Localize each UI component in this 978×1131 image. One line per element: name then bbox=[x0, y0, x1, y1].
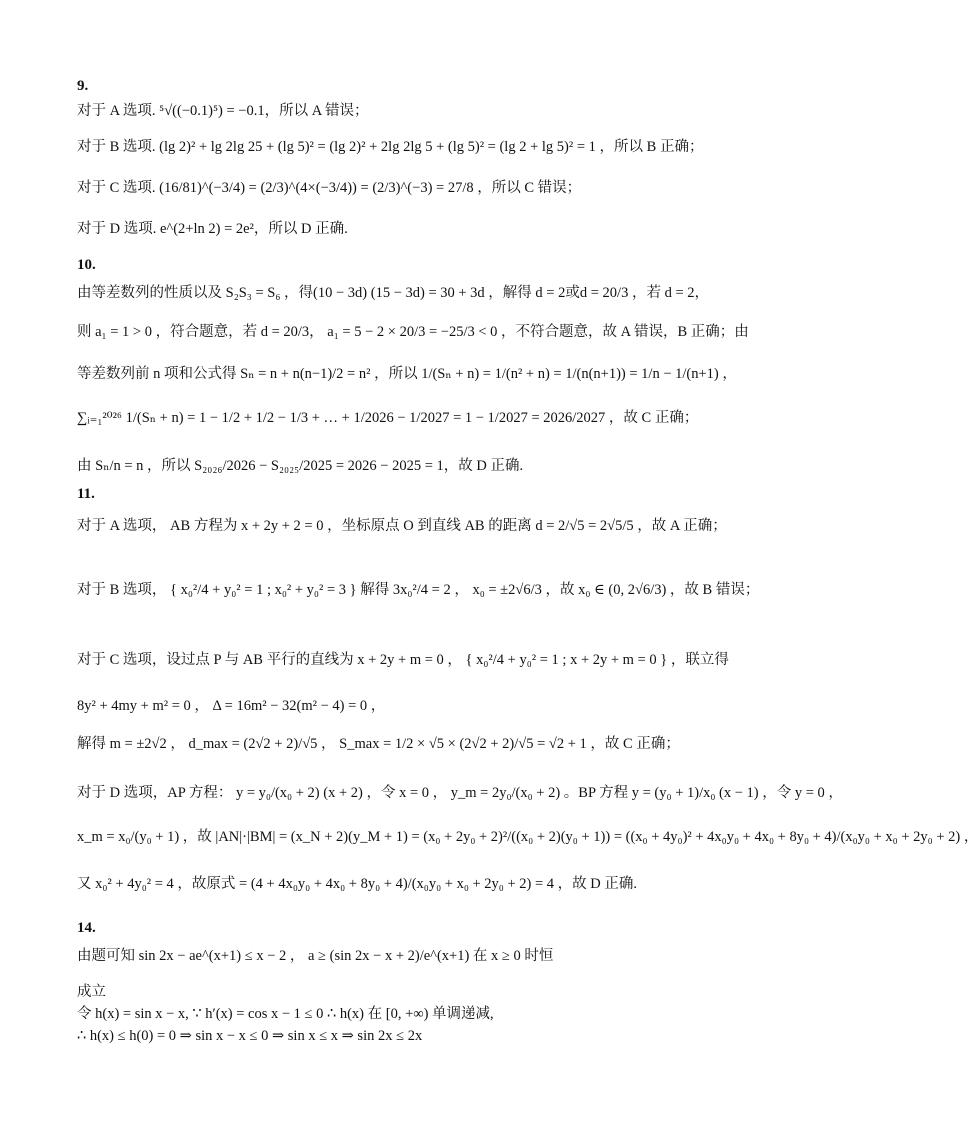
question-10-number: 10. bbox=[77, 257, 96, 273]
q11-line-8: 又 x₀² + 4y₀² = 4 ，故原式 = (4 + 4x₀y₀ + 4x₀ + 8y₀ + 4)/(x₀y₀ + x₀ + 2y₀ + 2) = 4 ，故 D 正确. bbox=[77, 876, 638, 892]
q11-option-d: 对于 D 选项，AP 方程： y = y₀/(x₀ + 2) (x + 2) ，令 x = 0 ， y_m = 2y₀/(x₀ + 2) 。BP 方程 y = (y₀ + 1)/x₀ (x − 1) ，令 y = 0 ， bbox=[77, 785, 843, 801]
question-11-number: 11. bbox=[77, 486, 95, 502]
q14-line-2: 成立 bbox=[77, 984, 106, 1000]
q11-line-7: x_m = x₀/(y₀ + 1) ，故 |AN|·|BM| = (x_N + 2)(y_M + 1) = (x₀ + 2y₀ + 2)²/((x₀ + 2)(y₀ + 1)) = ((x₀ + 4y₀)² + 4x₀y₀ + 4x₀ + 8y₀ + 4)/(x₀y₀ + x₀ + 2y₀ + 2) ， bbox=[77, 829, 978, 845]
q10-line-1: 由等差数列的性质以及 S₂S₃ = S₆ ，得(10 − 3d) (15 − 3d) = 30 + 3d ，解得 d = 2或d = 20/3 ，若 d = 2， bbox=[77, 285, 709, 301]
q10-line-5: 由 Sₙ/n = n ，所以 S₂₀₂₆/2026 − S₂₀₂₅/2025 = 2026 − 2025 = 1，故 D 正确. bbox=[77, 458, 524, 474]
q11-option-a: 对于 A 选项， AB 方程为 x + 2y + 2 = 0 ，坐标原点 O 到直线 AB 的距离 d = 2/√5 = 2√5/5 ，故 A 正确； bbox=[77, 518, 727, 534]
question-9-number: 9. bbox=[77, 78, 89, 94]
question-14-number: 14. bbox=[77, 920, 96, 936]
q10-line-3: 等差数列前 n 项和公式得 Sₙ = n + n(n−1)/2 = n² ，所以 1/(Sₙ + n) = 1/(n² + n) = 1/(n(n+1)) = 1/n − 1/(n+1) ， bbox=[77, 366, 737, 382]
q14-line-3: 令 h(x) = sin x − x, ∵ h′(x) = cos x − 1 ≤ 0 ∴ h(x) 在 [0, +∞) 单调递减, bbox=[77, 1006, 494, 1022]
q11-line-5: 解得 m = ±2√2 ， d_max = (2√2 + 2)/√5 ， S_max = 1/2 × √5 × (2√2 + 2)/√5 = √2 + 1 ，故 C 正确； bbox=[77, 736, 680, 752]
q9-option-c: 对于 C 选项. (16/81)^(−3/4) = (2/3)^(4×(−3/4)) = (2/3)^(−3) = 27/8 ，所以 C 错误； bbox=[77, 180, 582, 196]
q9-option-a: 对于 A 选项. ⁵√((−0.1)⁵) = −0.1，所以 A 错误； bbox=[77, 103, 369, 119]
q10-line-2: 则 a₁ = 1 > 0 ，符合题意，若 d = 20/3， a₁ = 5 − 2 × 20/3 = −25/3 < 0 ，不符合题意，故 A 错误，B 正确；由 bbox=[77, 324, 749, 340]
q14-line-1: 由题可知 sin 2x − ae^(x+1) ≤ x − 2 ， a ≥ (sin 2x − x + 2)/e^(x+1) 在 x ≥ 0 时恒 bbox=[77, 948, 554, 964]
q11-line-4: 8y² + 4my + m² = 0 ， Δ = 16m² − 32(m² − 4) = 0 ， bbox=[77, 698, 386, 714]
q11-option-b: 对于 B 选项， { x₀²/4 + y₀² = 1 ; x₀² + y₀² = 3 } 解得 3x₀²/4 = 2 ， x₀ = ±2√6/3 ，故 x₀ ∈ (0, 2√6/3) ，故 B 错误； bbox=[77, 582, 760, 598]
q9-option-b: 对于 B 选项. (lg 2)² + lg 2lg 25 + (lg 5)² = (lg 2)² + 2lg 2lg 5 + (lg 5)² = (lg 2 + lg 5)² = 1 ，所以 B 正确； bbox=[77, 139, 704, 155]
q9-option-d: 对于 D 选项. e^(2+ln 2) = 2e²，所以 D 正确. bbox=[77, 221, 348, 237]
q14-line-4: ∴ h(x) ≤ h(0) = 0 ⇒ sin x − x ≤ 0 ⇒ sin x ≤ x ⇒ sin 2x ≤ 2x bbox=[77, 1028, 423, 1044]
q10-line-4: ∑ᵢ₌₁²⁰²⁶ 1/(Sₙ + n) = 1 − 1/2 + 1/2 − 1/3 + … + 1/2026 − 1/2027 = 1 − 1/2027 = 2026/2027 ，故 C 正确； bbox=[77, 410, 699, 426]
q11-option-c: 对于 C 选项，设过点 P 与 AB 平行的直线为 x + 2y + m = 0 ， { x₀²/4 + y₀² = 1 ; x + 2y + m = 0 } ，联立得 bbox=[77, 652, 729, 668]
